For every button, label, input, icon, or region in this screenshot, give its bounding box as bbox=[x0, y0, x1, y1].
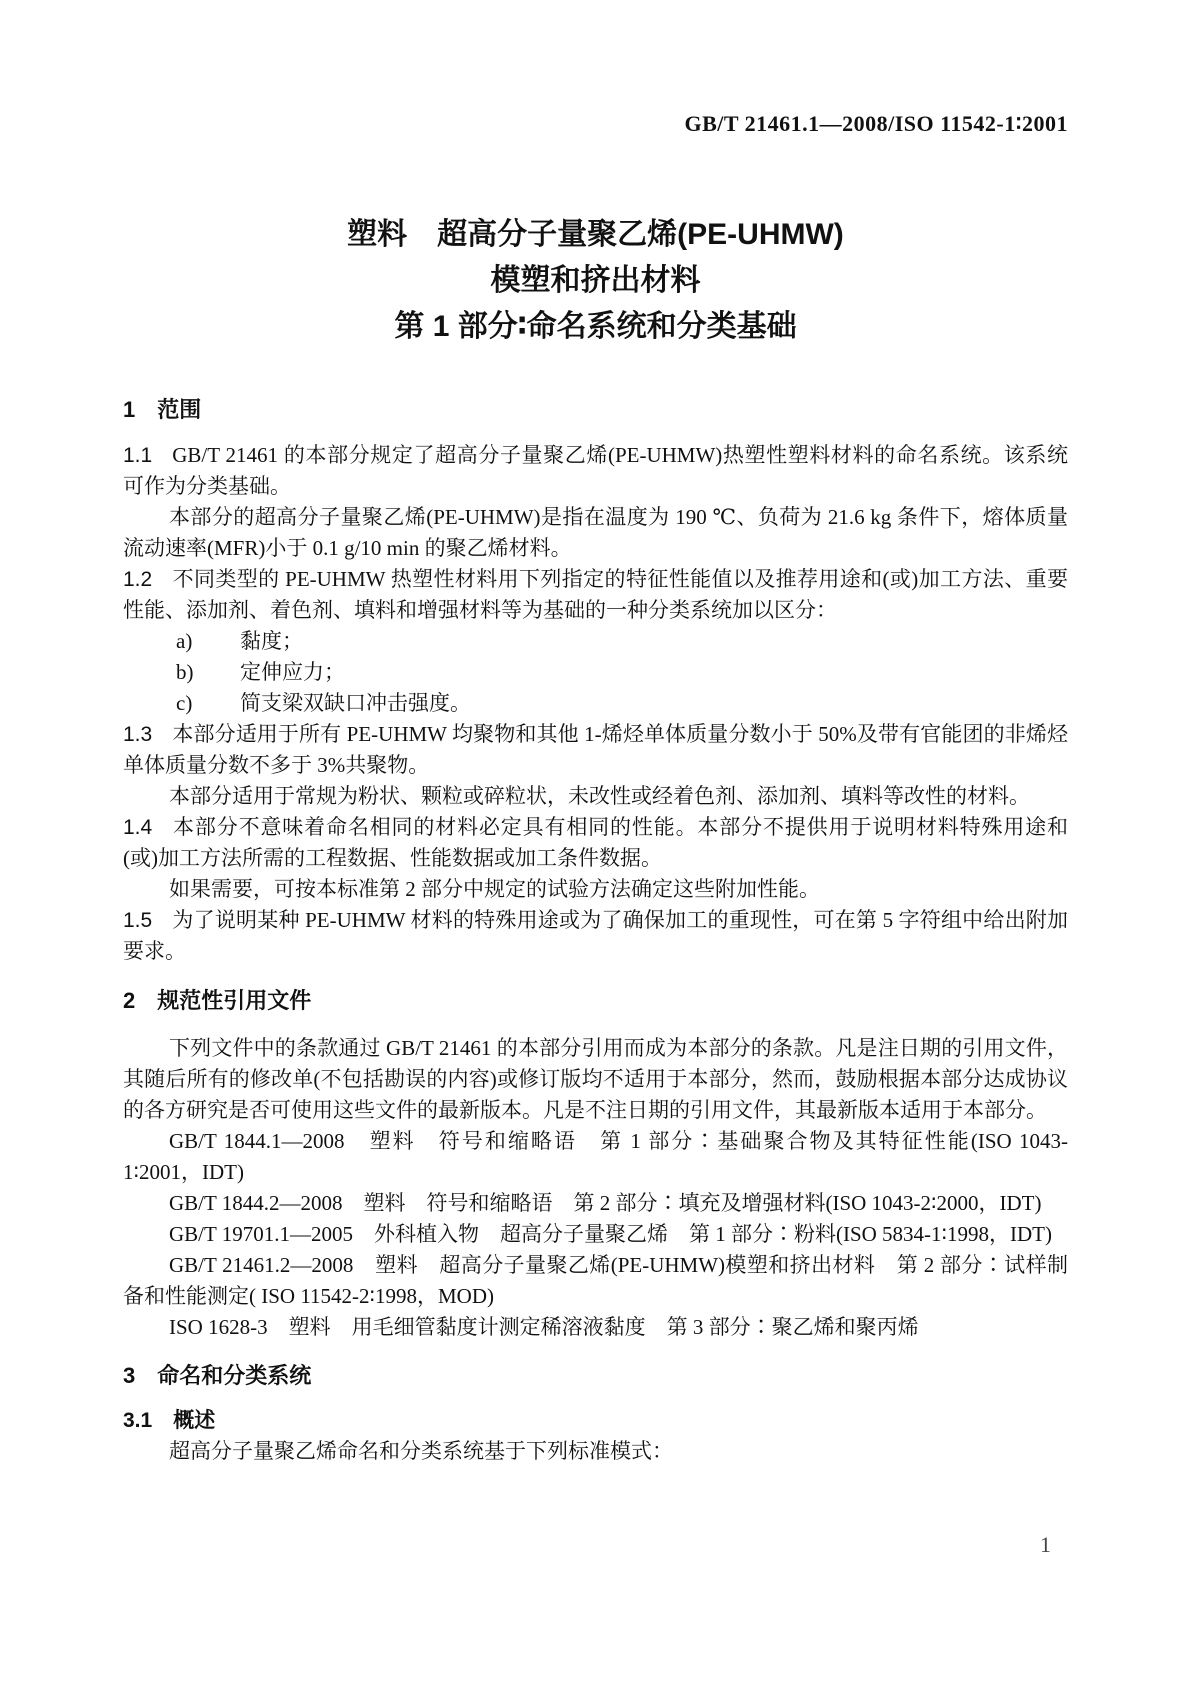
clause-3-1-heading: 3.1 概述 bbox=[123, 1409, 216, 1432]
clause-number: 1.4 bbox=[123, 816, 153, 839]
title-line-2: 模塑和挤出材料 bbox=[490, 264, 701, 297]
list-item-a bbox=[123, 626, 1068, 657]
title-line-3: 第 1 部分∶命名系统和分类基础 bbox=[394, 310, 797, 343]
doc-code-header: GB/T 21461.1—2008/ISO 11542-1∶2001 bbox=[684, 111, 1068, 136]
reference-item: GB/T 21461.2—2008 塑料 超高分子量聚乙烯(PE-UHMW)模塑和挤出材料 第 2 部分∶试样制备和性能测定( ISO 11542-2∶1998，MOD) bbox=[123, 1253, 1068, 1308]
reference-item: GB/T 19701.1—2005 外科植入物 超高分子量聚乙烯 第 1 部分∶粉料(ISO 5834-1∶1998，IDT) bbox=[169, 1222, 1052, 1246]
clause-1-4 bbox=[123, 812, 1068, 874]
document-title bbox=[123, 212, 1068, 350]
reference-item: GB/T 1844.1—2008 塑料 符号和缩略语 第 1 部分∶基础聚合物及其特征性能(ISO 1043-1∶2001，IDT) bbox=[123, 1129, 1068, 1184]
clause-1-2 bbox=[123, 564, 1068, 626]
list-item-label: c) bbox=[176, 691, 193, 715]
list-item-b bbox=[123, 657, 1068, 688]
clause-1-1 bbox=[123, 440, 1068, 502]
list-item-label: a) bbox=[176, 629, 193, 653]
normative-references-intro: 下列文件中的条款通过 GB/T 21461 的本部分引用而成为本部分的条款。凡是注日期的引用文件，其随后所有的修改单(不包括勘误的内容)或修订版均不适用于本部分，然而，鼓励根据本部分达成协议的各方研究是否可使用这些文件的最新版本。凡是不注日期的引用文件，其最新版本适用于本部分。 bbox=[123, 1036, 1068, 1122]
clause-text: 为了说明某种 PE-UHMW 材料的特殊用途或为了确保加工的重现性，可在第 5 字符组中给出附加要求。 bbox=[123, 908, 1068, 963]
title-line-1: 塑料 超高分子量聚乙烯(PE-UHMW) bbox=[347, 218, 844, 251]
clause-number: 1.1 bbox=[123, 444, 153, 467]
page-number: 1 bbox=[1040, 1532, 1051, 1557]
clause-1-3 bbox=[123, 719, 1068, 781]
clause-3-1-intro: 超高分子量聚乙烯命名和分类系统基于下列标准模式： bbox=[169, 1439, 673, 1463]
clause-1-1-note: 本部分的超高分子量聚乙烯(PE-UHMW)是指在温度为 190 ℃、负荷为 21.6 kg 条件下，熔体质量流动速率(MFR)小于 0.1 g/10 min 的聚乙烯材料。 bbox=[123, 505, 1068, 560]
list-item-c bbox=[123, 688, 1068, 719]
reference-item: ISO 1628-3 塑料 用毛细管黏度计测定稀溶液黏度 第 3 部分∶聚乙烯和聚丙烯 bbox=[169, 1315, 919, 1339]
clause-1-5 bbox=[123, 905, 1068, 967]
reference-item: GB/T 1844.2—2008 塑料 符号和缩略语 第 2 部分∶填充及增强材料(ISO 1043-2∶2000，IDT) bbox=[169, 1191, 1042, 1215]
list-item-text: 定伸应力； bbox=[240, 660, 345, 684]
clause-text: 不同类型的 PE-UHMW 热塑性材料用下列指定的特征性能值以及推荐用途和(或)加工方法、重要性能、添加剂、着色剂、填料和增强材料等为基础的一种分类系统加以区分： bbox=[123, 567, 1068, 622]
section-3-heading: 3 命名和分类系统 bbox=[123, 1363, 312, 1388]
clause-1-3-note: 本部分适用于常规为粉状、颗粒或碎粒状，未改性或经着色剂、添加剂、填料等改性的材料。 bbox=[169, 784, 1030, 808]
list-item-label: b) bbox=[176, 660, 194, 684]
document-content bbox=[123, 0, 1068, 1467]
list-item-text: 简支梁双缺口冲击强度。 bbox=[240, 691, 471, 715]
clause-text: 本部分不意味着命名相同的材料必定具有相同的性能。本部分不提供用于说明材料特殊用途和(或)加工方法所需的工程数据、性能数据或加工条件数据。 bbox=[123, 815, 1068, 870]
clause-text: GB/T 21461 的本部分规定了超高分子量聚乙烯(PE-UHMW)热塑性塑料材料的命名系统。该系统可作为分类基础。 bbox=[123, 443, 1068, 498]
clause-number: 1.5 bbox=[123, 909, 153, 932]
section-1-heading: 1 范围 bbox=[123, 397, 202, 422]
clause-text: 本部分适用于所有 PE-UHMW 均聚物和其他 1-烯烃单体质量分数小于 50%及带有官能团的非烯烃单体质量分数不多于 3%共聚物。 bbox=[123, 722, 1068, 777]
clause-number: 1.2 bbox=[123, 568, 153, 591]
section-2-heading: 2 规范性引用文件 bbox=[123, 988, 312, 1013]
clause-1-4-note: 如果需要，可按本标准第 2 部分中规定的试验方法确定这些附加性能。 bbox=[169, 877, 820, 901]
list-item-text: 黏度； bbox=[240, 629, 303, 653]
clause-number: 1.3 bbox=[123, 723, 153, 746]
